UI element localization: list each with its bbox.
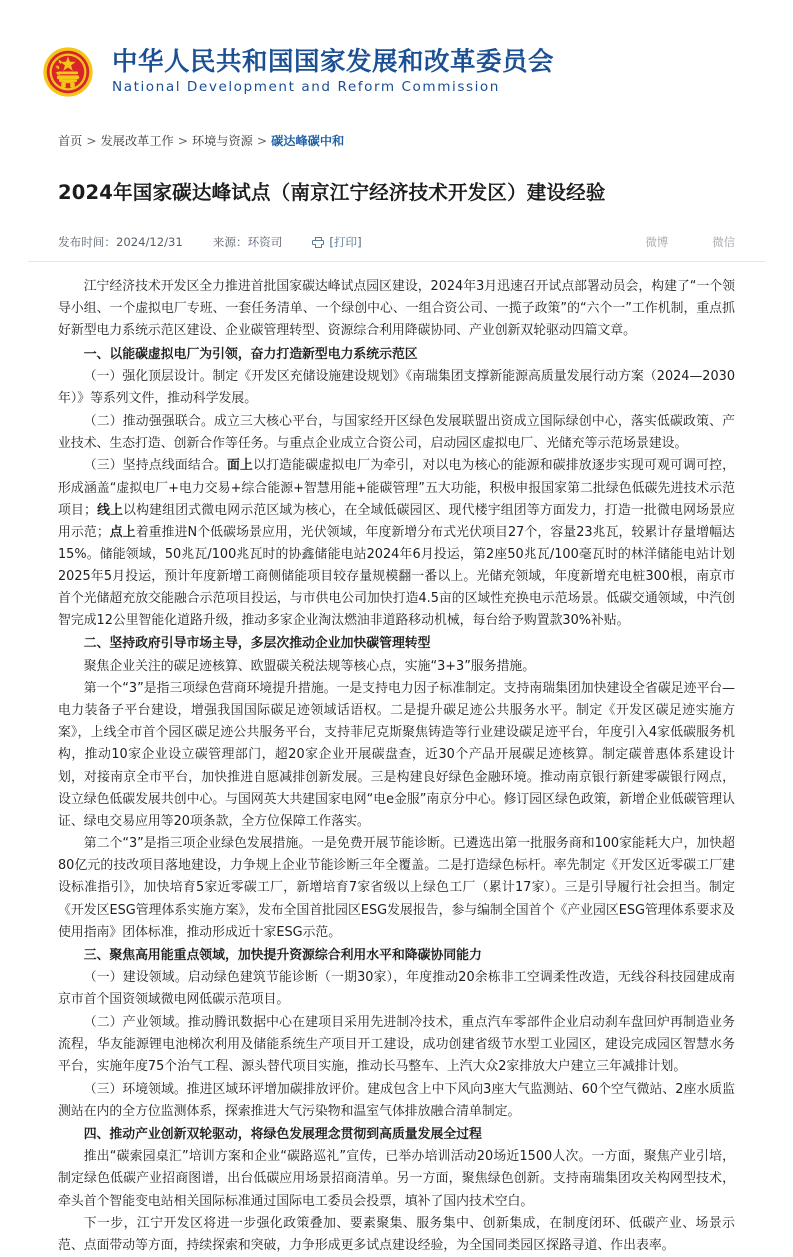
publish-time: 发布时间：2024/12/31 [58,234,183,249]
breadcrumb-item-home[interactable]: 首页 [58,134,83,148]
share-weibo-link[interactable]: 微博 [645,234,669,249]
text-run: 着重推进N个低碳场景应用，光伏领域，年度新增分布式光伏项目27个，容量23兆瓦，较累计存量增幅达15%。储能领域，50兆瓦/100兆瓦时的协鑫储能电站2024年6月投运，第2座50兆瓦/100毫瓦时的林洋储能电站计划2025年5月投运，预计年度新增工商侧储能项目较存量规模翻一番以上。光储充领域，年度新增充电桩300根，南京市首个光储超充放交能融合示范项目投运，与市供电公司加快打造4.5亩的区域性充换电示范场景。低碳交通领域，中汽创智完成12公里智能化道路升级，推动多家企业淘汰燃油非道路移动机械，每台给予购置款30%补贴。 [58,524,735,628]
body-paragraph [58,276,735,342]
text-run: 推出“碳索园桌汇”培训方案和企业“碳路巡礼”宣传，已举办培训活动20场近1500人次。一方面，聚焦产业引培，制定绿色低碳产业招商图谱，出台低碳应用场景招商清单。另一方面，聚焦绿色创新。支持南瑞集团攻关构网型技术，牵头首个智能变电站相关国际标准通过国际电工委员会投票，填补了国内技术空白。 [58,1149,735,1209]
breadcrumb-separator: > [86,134,97,148]
body-paragraph [58,411,735,455]
brand-title-cn: 中华人民共和国国家发展和改革委员会 [112,46,555,77]
text-run: 以构建组团式微电网示范区域为核心，在全域低碳园区、现代楼宇组团等方面发力，打造一批微电网场景应用示范； [58,502,735,540]
emphasis-text: 面上 [227,458,254,474]
emphasis-text: 线上 [96,502,124,518]
brand-text [112,48,554,97]
text-run: （三）坚持点线面结合。 [83,458,228,474]
body-paragraph [58,1213,735,1257]
page-title: 2024年国家碳达峰试点（南京江宁经济技术开发区）建设经验 [58,180,606,204]
body-paragraph [58,678,735,833]
breadcrumb-item-reform-work[interactable]: 发展改革工作 [100,134,174,148]
article-body [28,262,765,1257]
body-paragraph [58,833,735,943]
body-paragraph [58,656,735,678]
source-label: 来源：环资司 [212,234,283,249]
text-run: 以打造能碳虚拟电厂为牵引，对以电为核心的能源和碳排放逐步实现可观可调可控，形成涵盖“虚拟电厂+电力交易+综合能源+智慧用能+能碳管理”五大功能，积极申报国家第二批绿色低碳先进技术示范项目； [58,458,735,518]
print-button[interactable] [312,233,361,252]
breadcrumb-separator: > [256,134,268,148]
breadcrumb-separator: > [177,134,188,148]
text-run: 聚焦企业关注的碳足迹核算、欧盟碳关税法规等核心点，实施“3+3”服务措施。 [83,658,536,674]
text-run: 江宁经济技术开发区全力推进首批国家碳达峰试点园区建设，2024年3月迅速召开试点部署动员会，构建了“一个领导小组、一个虚拟电厂专班、一套任务清单、一个绿创中心、一组合资公司、一揽子政策”的“六个一”工作机制，重点抓好新型电力系统示范区建设、企业碳管理转型、资源综合利用降碳协同、产业创新双轮驱动四篇文章。 [58,279,735,339]
body-paragraph [58,1079,735,1123]
print-label: [打印] [329,234,362,249]
site-header [28,0,765,118]
body-paragraph [58,455,735,632]
text-run: （三）环境领域。推进区域环评增加碳排放评价。建成包含上中下风向3座大气监测站、60个空气微站、2座水质监测站在内的全方位监测体系，探索推进大气污染物和温室气体排放融合清单制定。 [58,1081,735,1119]
breadcrumb-item-carbon-peak-neutrality[interactable]: 碳达峰碳中和 [271,134,345,148]
body-paragraph [58,366,735,410]
emphasis-text: 一、以能碳虚拟电厂为引领，奋力打造新型电力系统示范区 [83,346,418,362]
text-run: 下一步，江宁开发区将进一步强化政策叠加、要素聚集、服务集中、创新集成，在制度闭环、低碳产业、场景示范、点面带动等方面，持续探索和突破，力争形成更多试点建设经验，为全国同类园区探路寻道、作出表率。 [58,1216,735,1254]
body-paragraph [58,1146,735,1212]
body-paragraph [58,967,735,1011]
emphasis-text: 二、坚持政府引导市场主导，多层次推动企业加快碳管理转型 [83,636,431,652]
article-meta-bar [28,233,765,263]
section-heading [58,1124,735,1146]
text-run: （二）推动强强联合。成立三大核心平台，与国家经开区绿色发展联盟出资成立国际绿创中心，落实低碳政策、产业技术、生态打造、创新合作等任务。与重点企业成立合资公司，启动园区虚拟电厂、光储充等示范场景建设。 [58,413,735,451]
printer-icon [312,237,324,248]
breadcrumb-item-environment-resources[interactable]: 环境与资源 [191,134,253,148]
section-heading [58,633,735,655]
text-run: 第二个“3”是指三项企业绿色发展措施。一是免费开展节能诊断。已遴选出第一批服务商和100家能耗大户，加快超80亿元的技改项目落地建设，力争规上企业节能诊断三年全覆盖。二是打造绿色标杆。率先制定《开发区近零碳工厂建设标准指引》，加快培育5家近零碳工厂，新增培育7家省级以上绿色工厂（累计17家）。三是引导履行社会担当。制定《开发区ESG管理体系实施方案》，发布全国首批园区ESG发展报告，参与编制全国首个《产业园区ESG管理体系要求及使用指南》团体标准，推动形成近十家ESG示范。 [58,836,735,940]
section-heading [58,945,735,967]
national-emblem-icon [40,44,96,100]
section-heading [58,344,735,366]
text-run: （一）强化顶层设计。制定《开发区充储设施建设规划》《南瑞集团支撑新能源高质量发展行动方案（2024—2030年）》等系列文件，推动科学发展。 [58,369,735,407]
brand-title-en: National Development and Reform Commission [112,78,500,95]
text-run: （二）产业领域。推动腾讯数据中心在建项目采用先进制冷技术，重点汽车零部件企业启动刹车盘回炉再制造业务流程，华友能源锂电池梯次利用及储能系统生产项目开工建设，成功创建省级节水型工业园区，建设完成园区智慧水务平台，实施年度75个治气工程、源头替代项目实施，推动长马整车、上汽大众2家排放大户建立三年减排计划。 [58,1014,735,1075]
text-run: （一）建设领域。启动绿色建筑节能诊断（一期30家），年度推动20余栋非工空调柔性改造，无线谷科技园建成南京市首个国资领域微电网低碳示范项目。 [58,970,735,1008]
emphasis-text: 三、聚焦高用能重点领域，加快提升资源综合利用水平和降碳协同能力 [83,947,482,963]
breadcrumb [28,132,765,152]
emphasis-text: 点上 [109,524,136,540]
body-paragraph [58,1012,735,1078]
text-run: 第一个“3”是指三项绿色营商环境提升措施。一是支持电力因子标准制定。支持南瑞集团加快建设全省碳足迹平台—电力装备子平台建设，增强我国国际碳足迹领域话语权。二是提升碳足迹公共服务水平。制定《开发区碳足迹实施方案》，上线全市首个园区碳足迹公共服务平台，支持菲尼克斯聚焦铸造等行业建设碳足迹平台，年度引入4家低碳服务机构，推动10家企业设立碳管理部门，超20家企业开展碳盘查，近30个产品开展碳足迹核算。制定碳普惠体系建设计划，对接南京全市平台，加快推进自愿减排创新发展。三是构建良好绿色金融环境。推动南京银行新建零碳银行网点，设立绿色低碳发展共创中心。与国网英大共建国家电网“电e金服”南京分中心。修订园区绿色政策，新增企业低碳管理认证、绿电交易应用等20项条款，全方位保障工作落实。 [58,681,735,829]
share-wechat-link[interactable]: 微信 [712,234,735,249]
emphasis-text: 四、推动产业创新双轮驱动，将绿色发展理念贯彻到高质量发展全过程 [83,1126,482,1142]
